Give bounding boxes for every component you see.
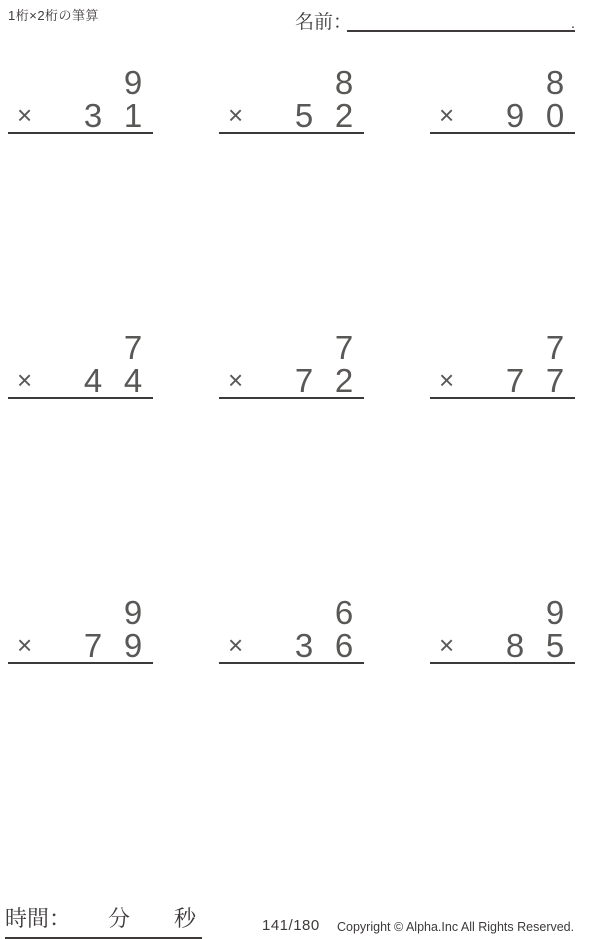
top-factor-digit: 6: [334, 593, 354, 631]
bottom-factor-tens-digit: 3: [83, 96, 103, 134]
multiplication-sign: ×: [228, 100, 244, 130]
bottom-factor-tens-digit: 8: [505, 626, 525, 664]
bottom-factor-ones-digit: 1: [123, 96, 143, 134]
top-factor-digit: 8: [545, 63, 565, 101]
multiplication-sign: ×: [439, 630, 455, 660]
multiplication-problem-8: [219, 593, 364, 664]
top-factor-digit: 7: [545, 328, 565, 366]
bottom-factor-row: [219, 361, 364, 399]
top-factor-digit: 7: [334, 328, 354, 366]
problems-grid: [8, 63, 575, 664]
name-underline: [347, 6, 575, 32]
top-factor-row: [430, 328, 575, 366]
bottom-factor-tens-digit: 3: [294, 626, 314, 664]
time-label: 時間：: [5, 906, 72, 931]
bottom-factor-row: [219, 626, 364, 664]
multiplication-problem-2: [219, 63, 364, 134]
multiplication-problem-5: [219, 328, 364, 399]
name-line-period: .: [570, 15, 575, 32]
top-factor-row: [8, 593, 153, 631]
multiplication-problem-6: [430, 328, 575, 399]
bottom-factor-row: [8, 361, 153, 399]
bottom-factor-ones-digit: 6: [334, 626, 354, 664]
bottom-factor-ones-digit: 2: [334, 361, 354, 399]
multiplication-sign: ×: [17, 100, 33, 130]
bottom-factor-row: [8, 626, 153, 664]
multiplication-sign: ×: [439, 100, 455, 130]
bottom-factor-tens-digit: 9: [505, 96, 525, 134]
sheet-title: 1桁×2桁の筆算: [8, 8, 100, 23]
top-factor-row: [8, 63, 153, 101]
bottom-factor-ones-digit: 5: [545, 626, 565, 664]
multiplication-problem-9: [430, 593, 575, 664]
top-factor-row: [219, 63, 364, 101]
top-factor-digit: 9: [545, 593, 565, 631]
bottom-factor-row: [430, 96, 575, 134]
top-factor-row: [8, 328, 153, 366]
multiplication-problem-7: [8, 593, 153, 664]
bottom-factor-ones-digit: 4: [123, 361, 143, 399]
top-factor-digit: 9: [123, 63, 143, 101]
time-underline: [5, 902, 202, 939]
bottom-factor-row: [219, 96, 364, 134]
multiplication-problem-3: [430, 63, 575, 134]
top-factor-digit: 7: [123, 328, 143, 366]
bottom-factor-tens-digit: 4: [83, 361, 103, 399]
name-label: 名前：: [295, 12, 353, 33]
bottom-factor-row: [430, 361, 575, 399]
bottom-factor-row: [430, 626, 575, 664]
top-factor-row: [219, 593, 364, 631]
multiplication-sign: ×: [228, 630, 244, 660]
multiplication-sign: ×: [17, 365, 33, 395]
bottom-factor-tens-digit: 7: [505, 361, 525, 399]
multiplication-sign: ×: [439, 365, 455, 395]
top-factor-row: [219, 328, 364, 366]
seconds-label: 秒: [174, 906, 197, 931]
top-factor-row: [430, 63, 575, 101]
multiplication-problem-4: [8, 328, 153, 399]
page-number: 141/180: [262, 917, 320, 934]
top-factor-digit: 9: [123, 593, 143, 631]
bottom-factor-ones-digit: 2: [334, 96, 354, 134]
bottom-factor-ones-digit: 9: [123, 626, 143, 664]
top-factor-row: [430, 593, 575, 631]
bottom-factor-ones-digit: 7: [545, 361, 565, 399]
bottom-factor-tens-digit: 7: [294, 361, 314, 399]
minutes-label: 分: [108, 906, 131, 931]
multiplication-sign: ×: [17, 630, 33, 660]
multiplication-problem-1: [8, 63, 153, 134]
bottom-factor-row: [8, 96, 153, 134]
bottom-factor-ones-digit: 0: [545, 96, 565, 134]
top-factor-digit: 8: [334, 63, 354, 101]
multiplication-sign: ×: [228, 365, 244, 395]
copyright-text: Copyright © Alpha.Inc All Rights Reserved.: [337, 920, 575, 934]
bottom-factor-tens-digit: 5: [294, 96, 314, 134]
bottom-factor-tens-digit: 7: [83, 626, 103, 664]
